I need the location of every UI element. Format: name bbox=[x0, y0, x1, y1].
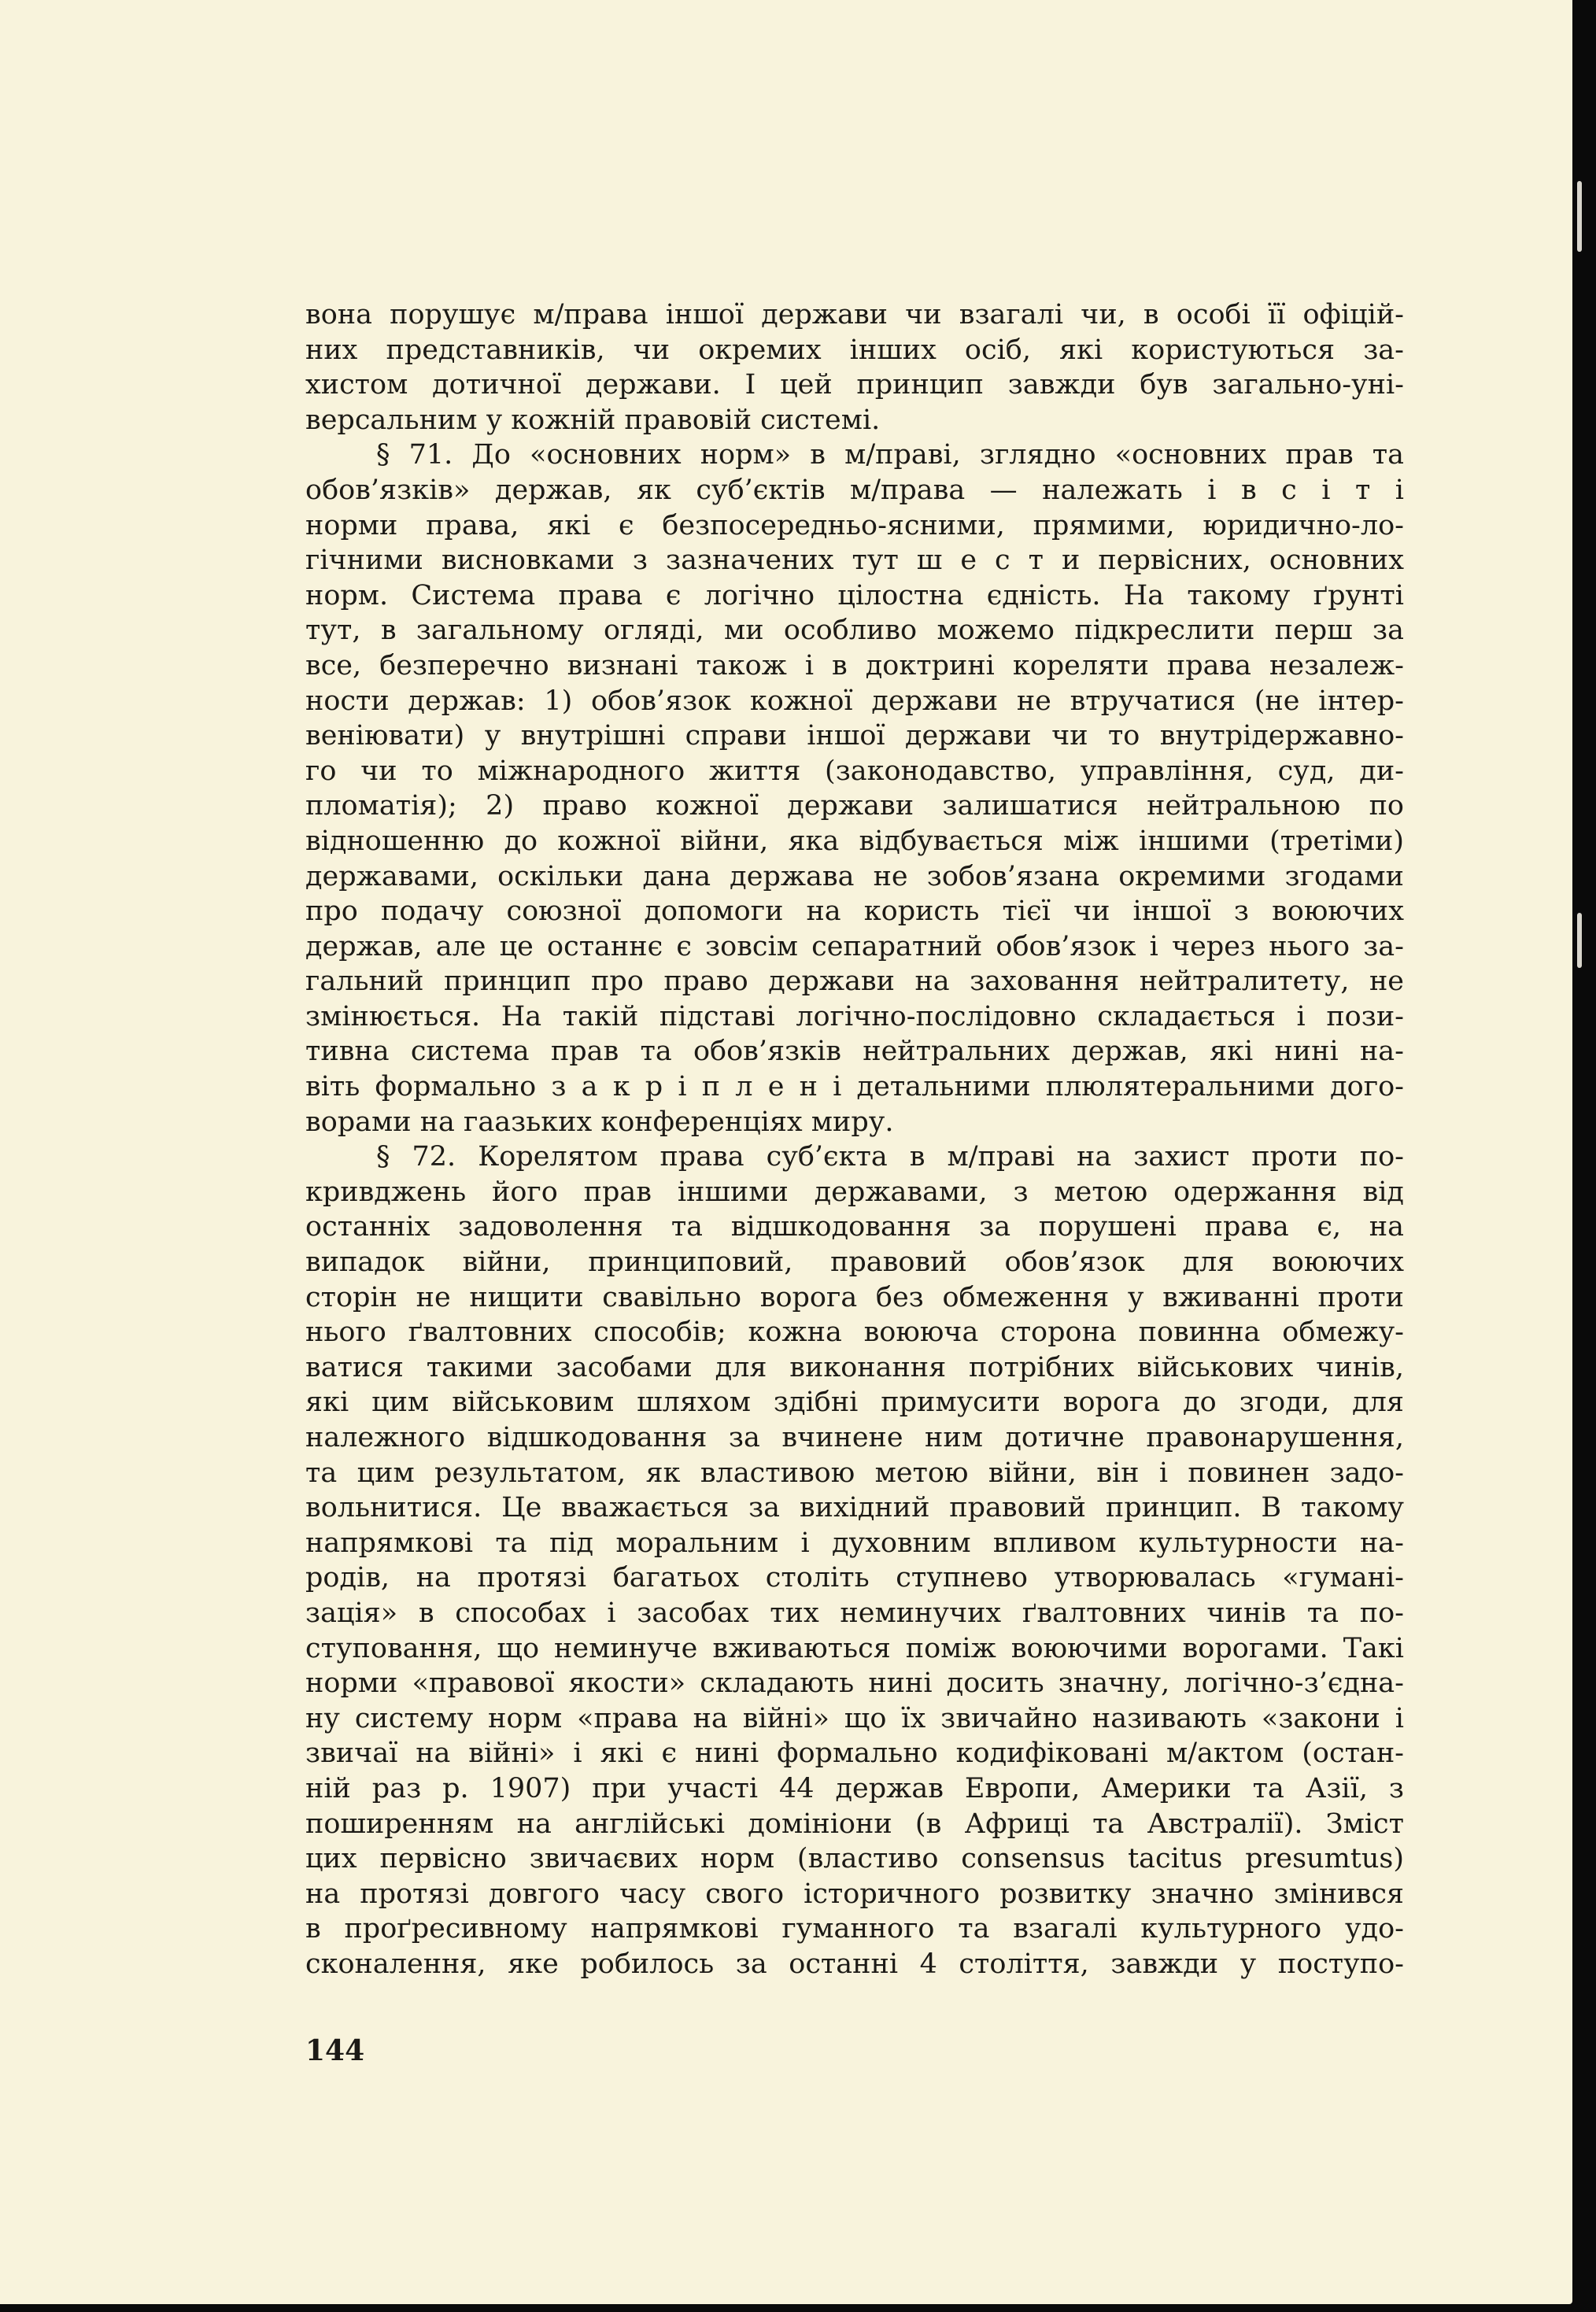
text-line: них представників, чи окремих інших осіб, які користуються за- bbox=[305, 334, 1404, 366]
text-line: кривджень його прав іншими державами, з метою одержання від bbox=[305, 1176, 1404, 1208]
text-line: держав, але це останнє є зовсім сепаратний обов’язок і через нього за- bbox=[305, 930, 1404, 962]
text-line: вона порушує м/права іншої держави чи взагалі чи, в особі її офіцій- bbox=[305, 299, 1404, 331]
text-line: напрямкові та під моральним і духовним впливом культурности на- bbox=[305, 1527, 1404, 1559]
body-text bbox=[305, 297, 1404, 1982]
text-line: віть формально з а к р і п л е н і детальними плюлятеральними дого- bbox=[305, 1071, 1404, 1103]
text-line: тут, в загальному огляді, ми особливо можемо підкреслити перш за bbox=[305, 615, 1404, 647]
text-line: державами, оскільки дана держава не зобов’язана окремими згодами bbox=[305, 860, 1404, 892]
text-line: останніх задоволення та відшкодовання за порушені права є, на bbox=[305, 1211, 1404, 1243]
text-line: ступовання, що неминуче вживаються поміж воюючими ворогами. Такі bbox=[305, 1632, 1404, 1664]
text-line: на протязі довгого часу свого історичного розвитку значно змінився bbox=[305, 1878, 1404, 1910]
text-line: тивна система прав та обов’язків нейтральних держав, які нині на- bbox=[305, 1036, 1404, 1068]
text-line: звичаї на війні» і які є нині формально кодифіковані м/актом (остан- bbox=[305, 1738, 1404, 1770]
text-line: родів, на протязі багатьох століть ступнево утворювалась «гумані- bbox=[305, 1562, 1404, 1594]
text-line: го чи то міжнародного життя (законодавство, управління, суд, ди- bbox=[305, 755, 1404, 787]
text-line: сторін не нищити свавільно ворога без обмеження у вживанні проти bbox=[305, 1281, 1404, 1313]
text-line: ній раз р. 1907) при участі 44 держав Европи, Америки та Азії, з bbox=[305, 1772, 1404, 1804]
text-line: гічними висновками з зазначених тут ш е с т и первісних, основних bbox=[305, 545, 1404, 577]
text-line: все, безперечно визнані також і в доктрині кореляти права незалеж- bbox=[305, 649, 1404, 681]
text-line: цих первісно звичаєвих норм (властиво consensus tacitus presumtus) bbox=[305, 1843, 1404, 1875]
text-line: § 72. Корелятом права суб’єкта в м/праві на захист проти по- bbox=[376, 1141, 1404, 1173]
page-number: 144 bbox=[305, 2034, 365, 2067]
text-line: веніювати) у внутрішні справи іншої держави чи то внутрідержавно- bbox=[305, 720, 1404, 752]
text-line: зація» в способах і засобах тих неминучих ґвалтовних чинів та по- bbox=[305, 1597, 1404, 1629]
text-line: змінюється. На такій підставі логічно-послідовно складається і пози- bbox=[305, 1000, 1404, 1032]
text-line: хистом дотичної держави. І цей принцип завжди був загально-уні- bbox=[305, 369, 1404, 401]
text-line: які цим військовим шляхом здібні примусити ворога до згоди, для bbox=[305, 1387, 1404, 1419]
text-line: норми «правової якости» складають нині досить значну, логічно-з’єдна- bbox=[305, 1668, 1404, 1700]
text-line: належного відшкодовання за вчинене ним дотичне правонарушення, bbox=[305, 1422, 1404, 1453]
text-line: § 71. До «основних норм» в м/праві, зглядно «основних прав та bbox=[376, 439, 1404, 471]
text-line: ну систему норм «права на війні» що їх звичайно називають «закони і bbox=[305, 1702, 1404, 1734]
text-line: норми права, які є безпосередньо-ясними, прямими, юридично-ло- bbox=[305, 509, 1404, 541]
text-line: випадок війни, принциповий, правовий обов’язок для воюючих bbox=[305, 1246, 1404, 1279]
text-line: відношенню до кожної війни, яка відбувається між іншими (третіми) bbox=[305, 825, 1404, 857]
text-line: гальний принцип про право держави на заховання нейтралитету, не bbox=[305, 966, 1404, 998]
text-line: норм. Система права є логічно цілостна єдність. На такому ґрунті bbox=[305, 579, 1404, 611]
text-line: в проґресивному напрямкові гуманного та взагалі культурного удо- bbox=[305, 1913, 1404, 1945]
page-edge-mark bbox=[1577, 181, 1582, 252]
page-edge-mark bbox=[1577, 913, 1582, 968]
text-line: ности держав: 1) обов’язок кожної держави не втручатися (не інтер- bbox=[305, 685, 1404, 717]
text-line: обов’язків» держав, як суб’єктів м/права — належать і в с і т і bbox=[305, 474, 1404, 506]
text-line: сконалення, яке робилось за останні 4 століття, завжди у поступо- bbox=[305, 1948, 1404, 1980]
text-line: про подачу союзної допомоги на користь тієї чи іншої з воюючих bbox=[305, 896, 1404, 928]
text-line: ватися такими засобами для виконання потрібних військових чинів, bbox=[305, 1351, 1404, 1383]
text-line: та цим результатом, як властивою метою війни, він і повинен задо- bbox=[305, 1457, 1404, 1489]
text-line: нього ґвалтовних способів; кожна воююча сторона повинна обмежу- bbox=[305, 1317, 1404, 1349]
text-line: ворами на гаазьких конференціях миру. bbox=[305, 1106, 894, 1138]
text-line: поширенням на англійські домініони (в Африці та Австралії). Зміст bbox=[305, 1808, 1404, 1840]
text-line: пломатія); 2) право кожної держави залишатися нейтральною по bbox=[305, 790, 1404, 822]
text-line: версальним у кожній правовій системі. bbox=[305, 404, 881, 436]
text-line: вольнитися. Це вважається за вихідний правовий принцип. В такому bbox=[305, 1492, 1404, 1524]
